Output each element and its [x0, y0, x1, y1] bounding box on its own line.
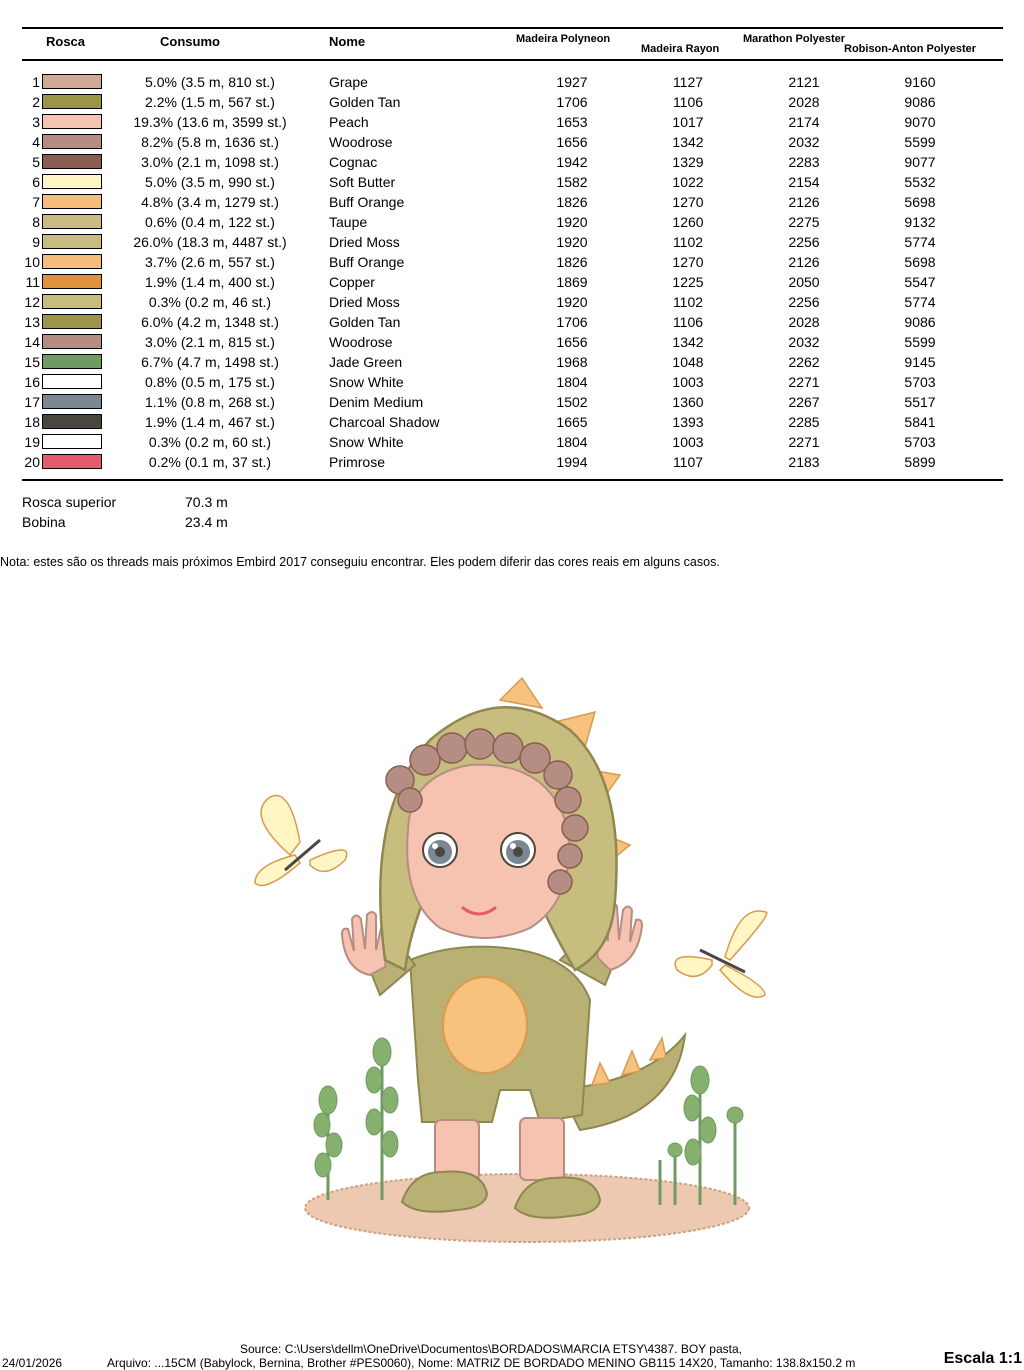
nome-cell: Snow White [329, 374, 404, 390]
madeira-rayon-cell: 1342 [672, 334, 704, 350]
robison-cell: 5517 [904, 394, 936, 410]
marathon-cell: 2126 [788, 254, 820, 270]
row-number: 9 [32, 234, 40, 250]
madeira-rayon-cell: 1260 [672, 214, 704, 230]
marathon-cell: 2267 [788, 394, 820, 410]
table-row [0, 212, 1024, 232]
header-rosca: Rosca [46, 34, 86, 49]
color-swatch [42, 194, 102, 209]
madeira-polyneon-cell: 1994 [556, 454, 588, 470]
table-row [0, 152, 1024, 172]
color-swatch [42, 414, 102, 429]
nome-cell: Taupe [329, 214, 368, 230]
row-number: 8 [32, 214, 40, 230]
nome-cell: Snow White [329, 434, 404, 450]
row-number: 16 [24, 374, 40, 390]
madeira-polyneon-cell: 1804 [556, 374, 588, 390]
header-robison-anton-polyester: Robison-Anton Polyester [844, 43, 977, 55]
consumo-cell: 26.0% (18.3 m, 4487 st.) [133, 234, 287, 250]
color-swatch [42, 254, 102, 269]
marathon-cell: 2126 [788, 194, 820, 210]
row-number: 4 [32, 134, 40, 150]
row-number: 7 [32, 194, 40, 210]
header-madeira-rayon: Madeira Rayon [641, 43, 720, 55]
marathon-cell: 2271 [788, 434, 820, 450]
consumo-cell: 3.0% (2.1 m, 1098 st.) [141, 154, 279, 170]
consumo-cell: 3.0% (2.1 m, 815 st.) [145, 334, 275, 350]
marathon-cell: 2032 [788, 334, 820, 350]
nome-cell: Buff Orange [329, 254, 405, 270]
row-number: 2 [32, 94, 40, 110]
nome-cell: Primrose [329, 454, 386, 470]
butterfly-left [255, 795, 347, 885]
table-row [0, 272, 1024, 292]
madeira-rayon-cell: 1003 [672, 434, 704, 450]
nome-cell: Grape [329, 74, 368, 90]
footer-date: 24/01/2026 [2, 1356, 63, 1370]
row-number: 1 [32, 74, 40, 90]
row-number: 17 [24, 394, 40, 410]
madeira-polyneon-cell: 1968 [556, 354, 588, 370]
madeira-polyneon-cell: 1826 [556, 254, 588, 270]
madeira-polyneon-cell: 1869 [556, 274, 588, 290]
nome-cell: Golden Tan [329, 94, 401, 110]
consumo-cell: 6.7% (4.7 m, 1498 st.) [141, 354, 279, 370]
consumo-cell: 8.2% (5.8 m, 1636 st.) [141, 134, 279, 150]
madeira-rayon-cell: 1225 [672, 274, 704, 290]
consumo-cell: 5.0% (3.5 m, 810 st.) [145, 74, 275, 90]
color-swatch [42, 94, 102, 109]
table-bottom-rule [22, 479, 1003, 481]
dino-belly [443, 977, 527, 1073]
table-row [0, 312, 1024, 332]
robison-cell: 5774 [904, 234, 936, 250]
robison-cell: 9086 [904, 314, 936, 330]
madeira-rayon-cell: 1107 [672, 454, 704, 470]
plants-left [314, 1038, 398, 1200]
madeira-rayon-cell: 1342 [672, 134, 704, 150]
consumo-cell: 0.2% (0.1 m, 37 st.) [148, 454, 272, 470]
robison-cell: 5532 [904, 174, 936, 190]
madeira-rayon-cell: 1003 [672, 374, 704, 390]
marathon-cell: 2283 [788, 154, 820, 170]
color-swatch [42, 154, 102, 169]
table-row [0, 92, 1024, 112]
color-swatch [42, 454, 102, 469]
row-number: 19 [24, 434, 40, 450]
footer-scale: Escala 1:1 [943, 1350, 1022, 1367]
consumo-cell: 19.3% (13.6 m, 3599 st.) [133, 114, 287, 130]
marathon-cell: 2285 [788, 414, 820, 430]
madeira-polyneon-cell: 1665 [556, 414, 588, 430]
robison-cell: 9077 [904, 154, 936, 170]
color-swatch [42, 234, 102, 249]
marathon-cell: 2183 [788, 454, 820, 470]
row-number: 18 [24, 414, 40, 430]
robison-cell: 5703 [904, 434, 936, 450]
marathon-cell: 2154 [788, 174, 820, 190]
madeira-rayon-cell: 1017 [672, 114, 704, 130]
robison-cell: 5703 [904, 374, 936, 390]
robison-cell: 5841 [904, 414, 936, 430]
robison-cell: 5599 [904, 134, 936, 150]
madeira-polyneon-cell: 1927 [556, 74, 588, 90]
color-swatch [42, 174, 102, 189]
color-swatch [42, 334, 102, 349]
embroidery-preview [230, 660, 790, 1260]
marathon-cell: 2028 [788, 94, 820, 110]
robison-cell: 5698 [904, 254, 936, 270]
row-number: 10 [24, 254, 40, 270]
consumo-cell: 4.8% (3.4 m, 1279 st.) [141, 194, 279, 210]
color-swatch [42, 314, 102, 329]
marathon-cell: 2256 [788, 234, 820, 250]
madeira-polyneon-cell: 1656 [556, 334, 588, 350]
color-swatch [42, 394, 102, 409]
madeira-rayon-cell: 1022 [672, 174, 704, 190]
madeira-rayon-cell: 1102 [672, 294, 704, 310]
table-row [0, 112, 1024, 132]
madeira-polyneon-cell: 1706 [556, 314, 588, 330]
table-row [0, 332, 1024, 352]
table-header-rule [22, 59, 1003, 61]
madeira-polyneon-cell: 1920 [556, 234, 588, 250]
color-swatch [42, 274, 102, 289]
table-row [0, 292, 1024, 312]
madeira-polyneon-cell: 1942 [556, 154, 588, 170]
row-number: 11 [25, 274, 40, 290]
madeira-polyneon-cell: 1920 [556, 214, 588, 230]
table-row [0, 392, 1024, 412]
madeira-polyneon-cell: 1920 [556, 294, 588, 310]
robison-cell: 9086 [904, 94, 936, 110]
marathon-cell: 2028 [788, 314, 820, 330]
summary-bobina-value: 23.4 m [185, 514, 228, 530]
robison-cell: 9145 [904, 354, 936, 370]
marathon-cell: 2032 [788, 134, 820, 150]
madeira-polyneon-cell: 1826 [556, 194, 588, 210]
nome-cell: Dried Moss [329, 234, 400, 250]
row-number: 6 [32, 174, 40, 190]
color-swatch [42, 354, 102, 369]
consumo-cell: 1.9% (1.4 m, 467 st.) [145, 414, 275, 430]
madeira-polyneon-cell: 1502 [556, 394, 588, 410]
row-number: 20 [24, 454, 40, 470]
header-marathon-polyester: Marathon Polyester [743, 33, 846, 45]
nome-cell: Buff Orange [329, 194, 405, 210]
madeira-rayon-cell: 1048 [672, 354, 704, 370]
table-row [0, 432, 1024, 452]
consumo-cell: 6.0% (4.2 m, 1348 st.) [141, 314, 279, 330]
color-swatch [42, 214, 102, 229]
robison-cell: 5899 [904, 454, 936, 470]
row-number: 5 [32, 154, 40, 170]
color-swatch [42, 134, 102, 149]
row-number: 12 [24, 294, 40, 310]
footer-source: Source: C:\Users\dellm\OneDrive\Documentos\BORDADOS\MARCIA ETSY\4387. BOY pasta, [240, 1342, 742, 1356]
madeira-rayon-cell: 1102 [672, 234, 704, 250]
row-number: 13 [24, 314, 40, 330]
row-number: 3 [32, 114, 40, 130]
madeira-rayon-cell: 1329 [672, 154, 704, 170]
nome-cell: Peach [329, 114, 369, 130]
table-row [0, 72, 1024, 92]
marathon-cell: 2050 [788, 274, 820, 290]
marathon-cell: 2262 [788, 354, 820, 370]
nome-cell: Woodrose [329, 334, 393, 350]
marathon-cell: 2121 [788, 74, 820, 90]
consumo-cell: 1.9% (1.4 m, 400 st.) [145, 274, 275, 290]
nome-cell: Woodrose [329, 134, 393, 150]
row-number: 14 [24, 334, 40, 350]
madeira-rayon-cell: 1270 [672, 254, 704, 270]
summary-superior-value: 70.3 m [185, 494, 228, 510]
table-row [0, 252, 1024, 272]
madeira-rayon-cell: 1393 [672, 414, 704, 430]
header-consumo: Consumo [160, 34, 220, 49]
robison-cell: 5547 [904, 274, 936, 290]
madeira-rayon-cell: 1127 [672, 74, 704, 90]
robison-cell: 9132 [904, 214, 936, 230]
color-swatch [42, 74, 102, 89]
nome-cell: Golden Tan [329, 314, 401, 330]
robison-cell: 5698 [904, 194, 936, 210]
consumo-cell: 0.3% (0.2 m, 46 st.) [148, 294, 272, 310]
consumo-cell: 1.1% (0.8 m, 268 st.) [145, 394, 275, 410]
table-row [0, 452, 1024, 472]
table-row [0, 352, 1024, 372]
summary-bobina-label: Bobina [22, 514, 66, 530]
nome-cell: Charcoal Shadow [329, 414, 440, 430]
madeira-polyneon-cell: 1653 [556, 114, 588, 130]
nome-cell: Cognac [329, 154, 378, 170]
marathon-cell: 2275 [788, 214, 820, 230]
consumo-cell: 3.7% (2.6 m, 557 st.) [145, 254, 275, 270]
table-row [0, 372, 1024, 392]
madeira-rayon-cell: 1360 [672, 394, 704, 410]
color-swatch [42, 114, 102, 129]
table-row [0, 232, 1024, 252]
color-swatch [42, 434, 102, 449]
madeira-polyneon-cell: 1804 [556, 434, 588, 450]
row-number: 15 [24, 354, 40, 370]
robison-cell: 5774 [904, 294, 936, 310]
color-swatch [42, 374, 102, 389]
robison-cell: 9070 [904, 114, 936, 130]
header-nome: Nome [329, 34, 366, 49]
note-text: Nota: estes são os threads mais próximos Embird 2017 conseguiu encontrar. Eles podem diferir das cores reais em alguns casos. [0, 555, 720, 569]
footer-file-info: Arquivo: ...15CM (Babylock, Bernina, Brother #PES0060), Nome: MATRIZ DE BORDADO MENINO GB115 14X20, Tamanho: 138.8x150.2 m [107, 1356, 856, 1370]
summary-superior-label: Rosca superior [22, 494, 117, 510]
robison-cell: 9160 [904, 74, 936, 90]
consumo-cell: 0.6% (0.4 m, 122 st.) [145, 214, 275, 230]
madeira-polyneon-cell: 1706 [556, 94, 588, 110]
madeira-rayon-cell: 1270 [672, 194, 704, 210]
nome-cell: Jade Green [329, 354, 403, 370]
color-swatch [42, 294, 102, 309]
table-row [0, 412, 1024, 432]
consumo-cell: 0.3% (0.2 m, 60 st.) [148, 434, 272, 450]
nome-cell: Denim Medium [329, 394, 424, 410]
consumo-cell: 5.0% (3.5 m, 990 st.) [145, 174, 275, 190]
madeira-polyneon-cell: 1582 [556, 174, 588, 190]
consumo-cell: 0.8% (0.5 m, 175 st.) [145, 374, 275, 390]
table-row [0, 132, 1024, 152]
table-row [0, 172, 1024, 192]
robison-cell: 5599 [904, 334, 936, 350]
madeira-polyneon-cell: 1656 [556, 134, 588, 150]
madeira-rayon-cell: 1106 [672, 94, 704, 110]
marathon-cell: 2256 [788, 294, 820, 310]
header-madeira-polyneon: Madeira Polyneon [516, 33, 611, 45]
marathon-cell: 2174 [788, 114, 820, 130]
butterfly-right [675, 911, 767, 997]
marathon-cell: 2271 [788, 374, 820, 390]
nome-cell: Dried Moss [329, 294, 400, 310]
nome-cell: Copper [329, 274, 375, 290]
nome-cell: Soft Butter [329, 174, 396, 190]
table-row [0, 192, 1024, 212]
table-top-rule [22, 27, 1003, 29]
madeira-rayon-cell: 1106 [672, 314, 704, 330]
consumo-cell: 2.2% (1.5 m, 567 st.) [145, 94, 275, 110]
